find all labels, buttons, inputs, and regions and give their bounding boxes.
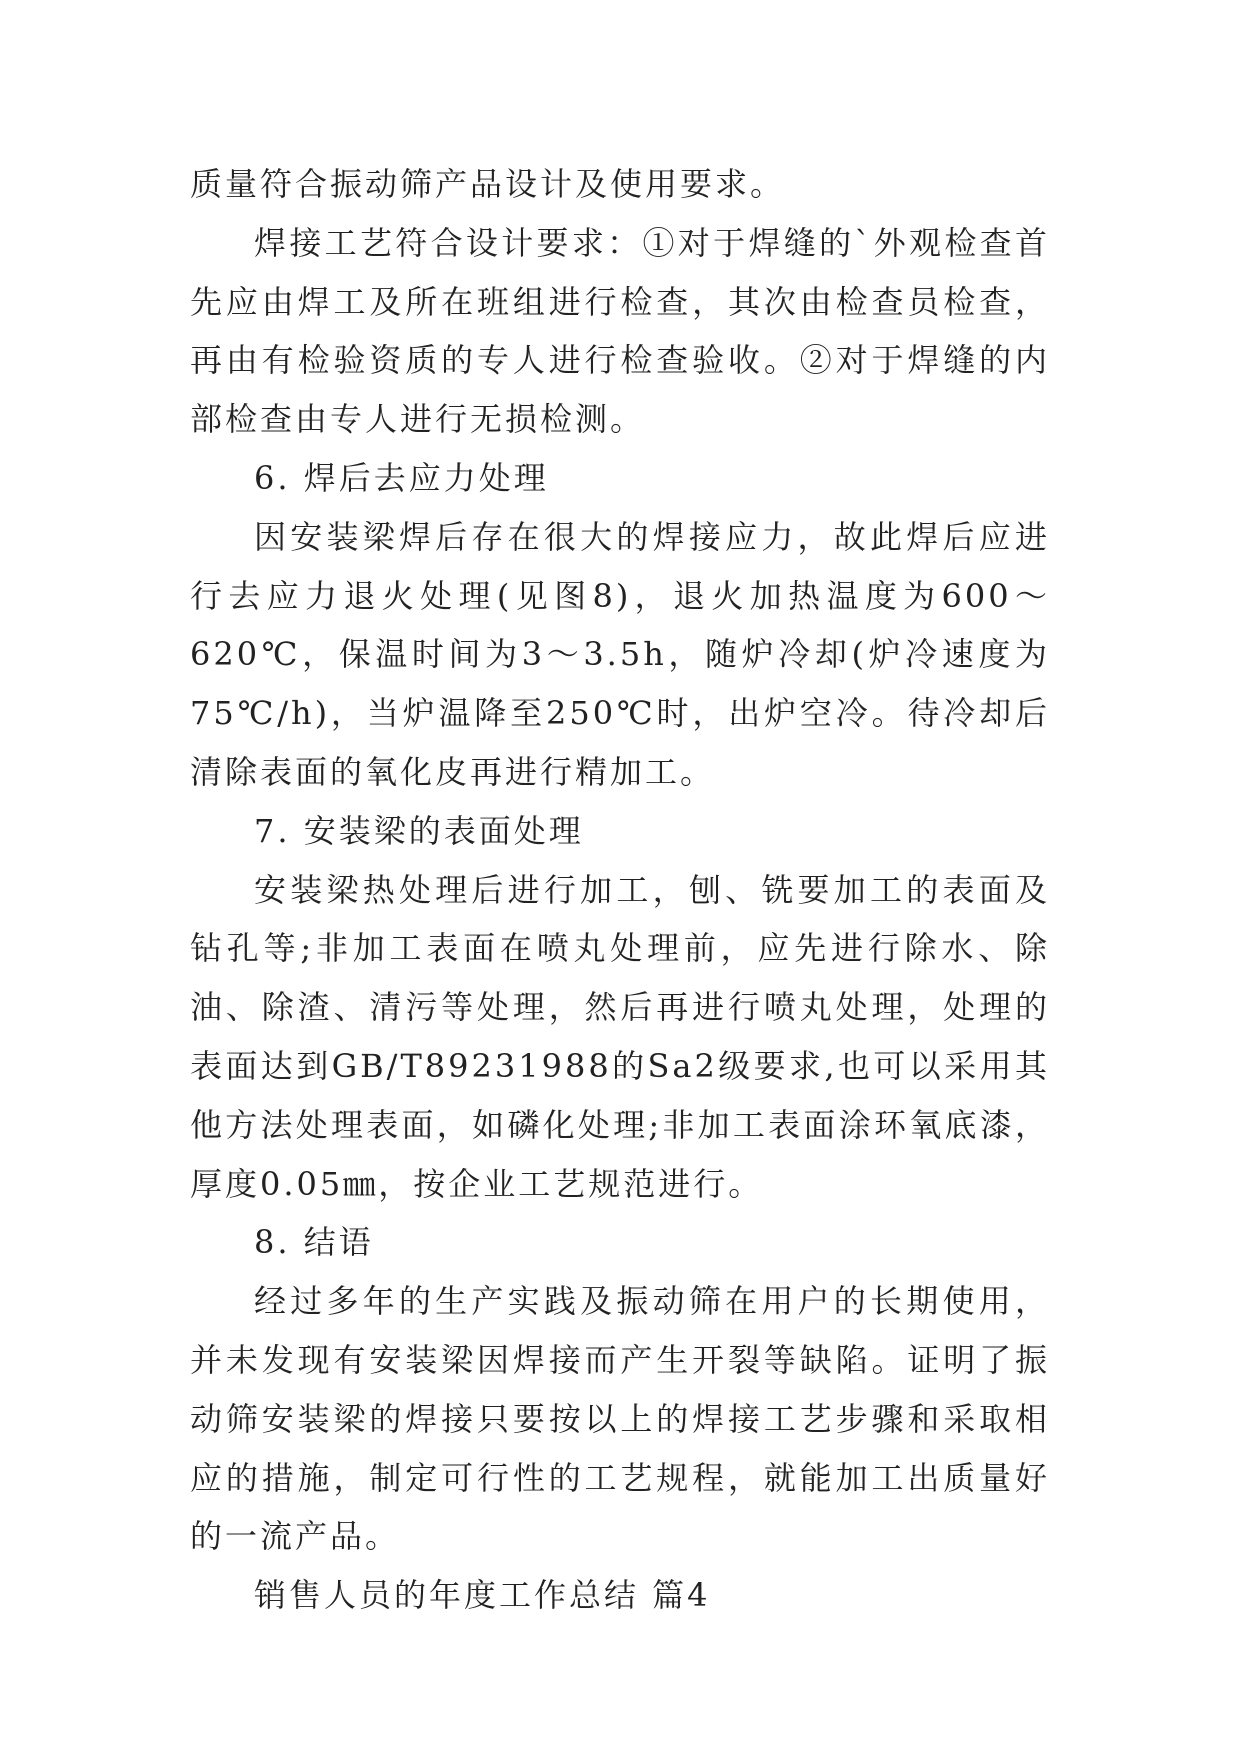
paragraph-surface-treatment: 安装梁热处理后进行加工，刨、铣要加工的表面及钻孔等;非加工表面在喷丸处理前，应先进行除水、除油、除渣、清污等处理，然后再进行喷丸处理，处理的表面达到GB/T89231988的Sa2级要求,也可以采用其他方法处理表面，如磷化处理;非加工表面涂环氧底漆，厚度0.05㎜，按企业工艺规范进行。 xyxy=(190,870,1050,1203)
paragraph-weld-inspection: 焊接工艺符合设计要求：①对于焊缝的`外观检查首先应由焊工及所在班组进行检查，其次由检查员检查，再由有检验资质的专人进行检查验收。②对于焊缝的内部检查由专人进行无损检测。 xyxy=(190,223,1050,439)
heading-stress-relief: 6. 焊后去应力处理 xyxy=(254,458,549,497)
heading-annual-summary: 销售人员的年度工作总结 篇4 xyxy=(254,1576,711,1615)
document-body xyxy=(190,155,1050,1625)
heading-surface-treatment: 7. 安装梁的表面处理 xyxy=(254,811,584,850)
paragraph-quality-conclusion: 质量符合振动筛产品设计及使用要求。 xyxy=(190,165,786,203)
heading-conclusion: 8. 结语 xyxy=(254,1223,374,1262)
paragraph-stress-relief: 因安装梁焊后存在很大的焊接应力，故此焊后应进行去应力退火处理(见图8)，退火加热温度为600～620℃，保温时间为3～3.5h，随炉冷却(炉冷速度为75℃/h)，当炉温降至250℃时，出炉空冷。待冷却后清除表面的氧化皮再进行精加工。 xyxy=(190,517,1050,791)
paragraph-conclusion: 经过多年的生产实践及振动筛在用户的长期使用，并未发现有安装梁因焊接而产生开裂等缺陷。证明了振动筛安装梁的焊接只要按以上的焊接工艺步骤和采取相应的措施，制定可行性的工艺规程，就能加工出质量好的一流产品。 xyxy=(190,1282,1050,1556)
